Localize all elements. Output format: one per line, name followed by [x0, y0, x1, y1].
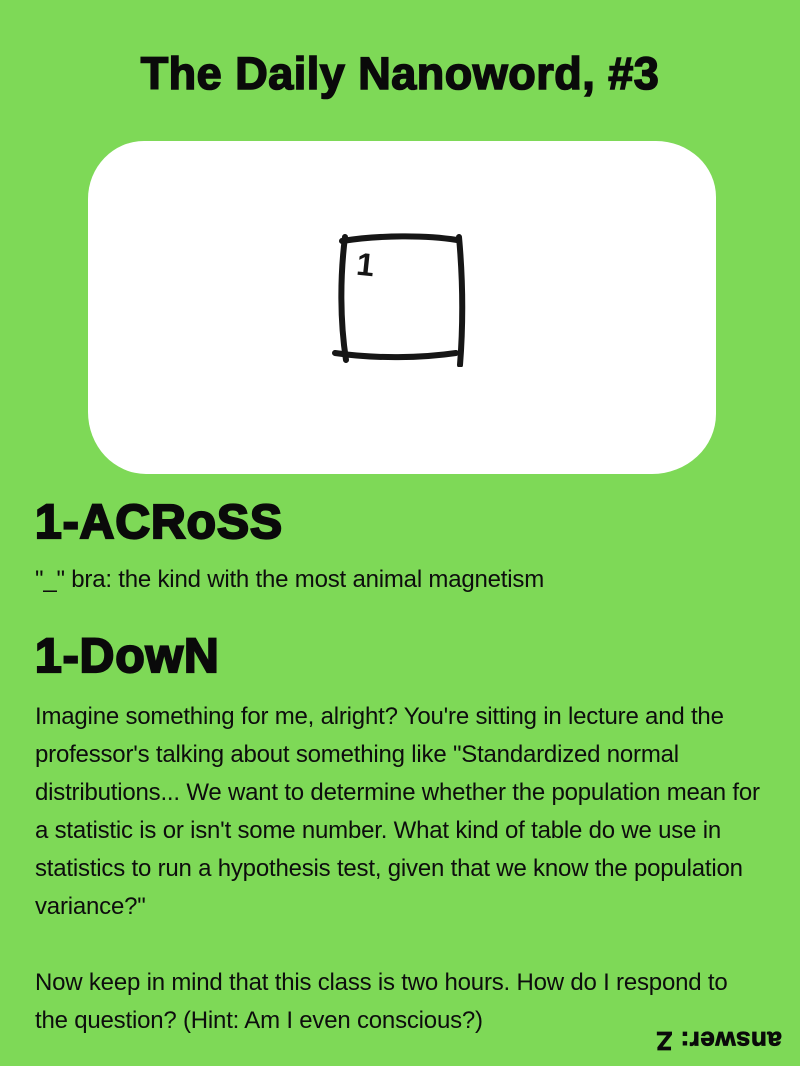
down-heading: 1-DowN — [35, 629, 220, 683]
cell-number: 1 — [354, 245, 377, 284]
across-clue: "_" bra: the kind with the most animal magnetism — [35, 566, 545, 594]
clues-section — [35, 498, 775, 1040]
hand-drawn-square-icon — [330, 225, 472, 367]
puzzle-board — [88, 141, 716, 474]
down-clue-paragraph-2: Now keep in mind that this class is two hours. How do I respond to the question? (Hint: Am I even conscious?) — [35, 968, 728, 1034]
upside-down-answer: answer: Z — [656, 1026, 782, 1056]
down-clue-paragraph-1: Imagine something for me, alright? You're sitting in lecture and the professor's talking about something like "Standardized normal distributions... We want to determine whether the population mean for a statistic is or isn't some number. What kind of table do we use in statistics to run a hypothesis test, given that we know the population variance?" — [35, 702, 760, 920]
page-title: The Daily Nanoword, #3 — [140, 48, 660, 99]
across-heading: 1-ACRoSS — [35, 496, 284, 549]
grid-cell — [330, 225, 472, 367]
